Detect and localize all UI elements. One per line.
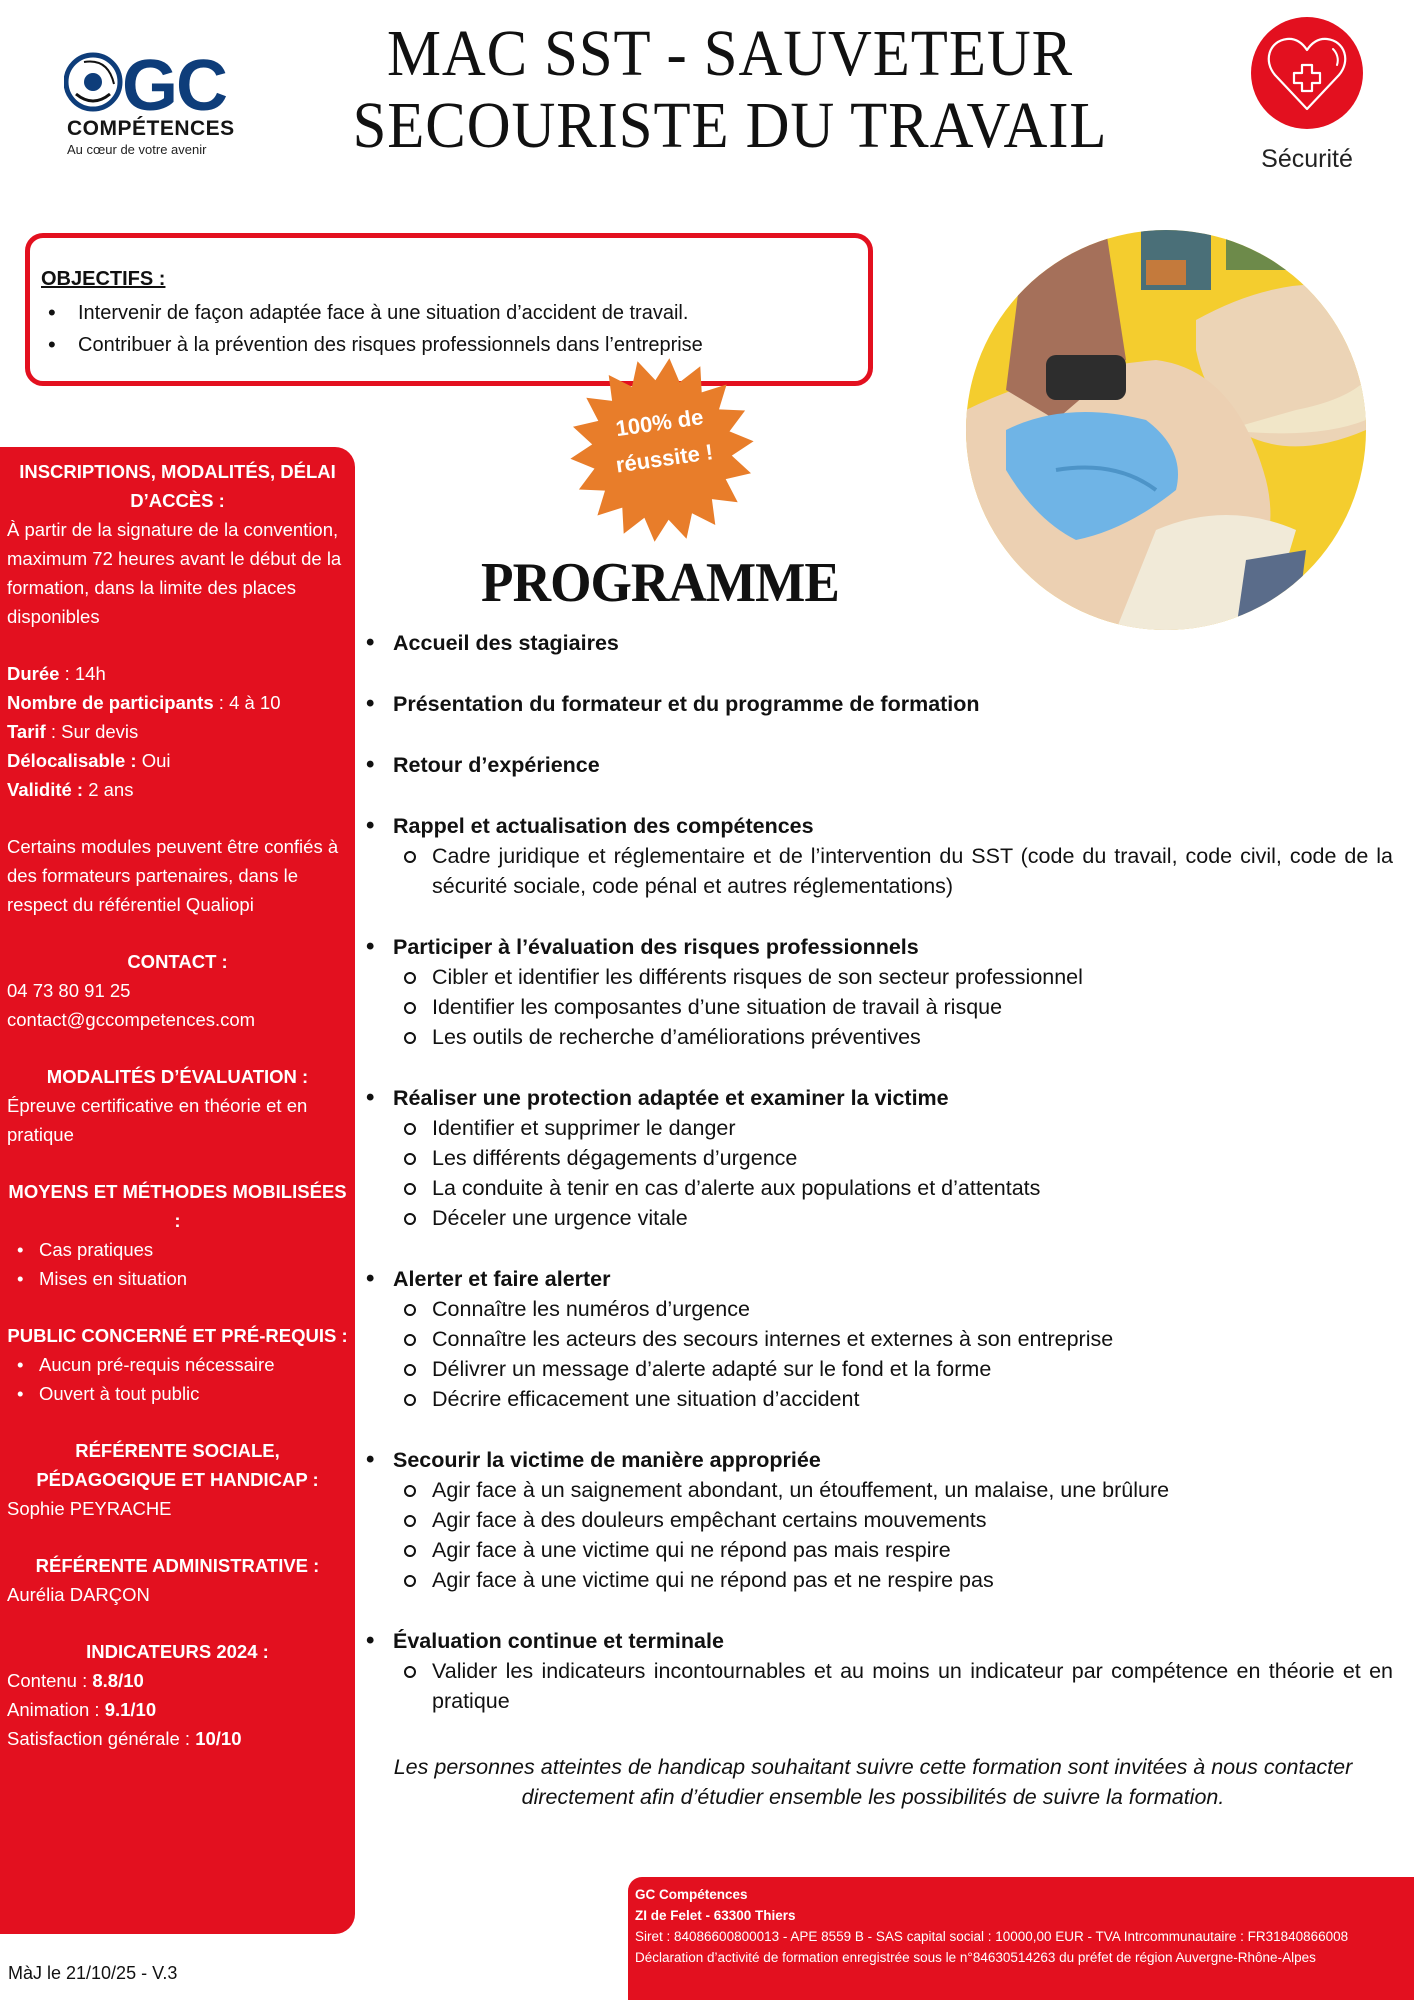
admin-referent-title: RÉFÉRENTE ADMINISTRATIVE : — [35, 1555, 320, 1576]
social-referent-name: Sophie PEYRACHE — [7, 1498, 172, 1519]
title-line-1: MAC SST - SAUVETEUR — [386, 17, 1074, 90]
indicators-list — [7, 1666, 348, 1753]
indicator-row — [7, 1724, 348, 1753]
contact-phone[interactable]: 04 73 80 91 25 — [7, 980, 131, 1001]
public-title: PUBLIC CONCERNÉ ET PRÉ-REQUIS : — [7, 1325, 348, 1346]
facts-list — [7, 659, 348, 804]
programme-item-title: • Participer à l’évaluation des risques professionnels — [393, 935, 919, 959]
programme-sub-list — [401, 1294, 1393, 1414]
indicator-row — [7, 1666, 348, 1695]
programme-sub-item: Déceler une urgence vitale — [401, 1203, 1393, 1233]
logo-gc-letters: GC — [122, 50, 226, 118]
footer-address: ZI de Felet - 63300 Thiers — [635, 1908, 796, 1923]
fact-row — [7, 775, 348, 804]
fact-separator: : — [213, 692, 230, 713]
programme-sub-item: Décrire efficacement une situation d’accident — [401, 1384, 1393, 1414]
programme-sub-item: Cadre juridique et réglementaire et de l’intervention du SST (code du travail, code civil, code de la sécurité sociale, code pénal et autres réglementations) — [401, 841, 1393, 901]
programme-sub-item: La conduite à tenir en cas d’alerte aux populations et d’attentats — [401, 1173, 1393, 1203]
fact-row — [7, 746, 348, 775]
public-list — [7, 1350, 348, 1408]
page-title — [334, 18, 1125, 162]
category-label: Sécurité — [1261, 145, 1353, 173]
fact-row — [7, 659, 348, 688]
programme-item-title: • Accueil des stagiaires — [393, 631, 619, 655]
fact-value: Oui — [141, 750, 171, 771]
objective-item: • Intervenir de façon adaptée face à une situation d’accident de travail. — [41, 297, 868, 329]
indicator-label: Satisfaction générale : — [7, 1728, 196, 1749]
programme-sub-item: Connaître les acteurs des secours internes et externes à son entreprise — [401, 1324, 1393, 1354]
indicator-value: 8.8/10 — [92, 1670, 144, 1691]
fact-label: Nombre de participants — [7, 692, 214, 713]
footer-company: GC Compétences — [635, 1887, 748, 1902]
footer-legal: Siret : 84086600800013 - APE 8559 B - SAS capital social : 10000,00 EUR - TVA Intrcommunautaire : FR31840866008 — [635, 1929, 1349, 1944]
programme-sub-list — [401, 962, 1393, 1052]
indicator-label: Contenu : — [7, 1670, 93, 1691]
programme-item — [363, 811, 1393, 901]
indicator-value: 9.1/10 — [104, 1699, 157, 1720]
programme-sub-item: Cibler et identifier les différents risques de son secteur professionnel — [401, 962, 1393, 992]
fact-value: 4 à 10 — [229, 692, 281, 713]
programme-list — [363, 628, 1393, 1747]
cpr-photo-illustration — [966, 230, 1366, 630]
cpr-training-photo — [966, 230, 1366, 630]
indicator-row — [7, 1695, 348, 1724]
info-sidebar — [0, 447, 355, 1934]
programme-item — [363, 1083, 1393, 1233]
methods-item: • Mises en situation — [7, 1264, 348, 1293]
indicator-value: 10/10 — [195, 1728, 242, 1749]
gc-logo-mark — [64, 50, 244, 118]
evaluation-text: Épreuve certificative en théorie et en pratique — [7, 1095, 308, 1145]
success-badge-line-1: 100% de — [614, 404, 705, 442]
fact-label: Délocalisable : — [7, 750, 137, 771]
contact-email[interactable]: contact@gccompetences.com — [7, 1009, 256, 1030]
programme-item — [363, 1626, 1393, 1716]
access-title: INSCRIPTIONS, MODALITÉS, DÉLAI D’ACCÈS : — [19, 461, 336, 511]
logo-wordmark: COMPÉTENCES — [67, 117, 235, 140]
fact-label: Tarif — [7, 721, 46, 742]
programme-item-title: • Présentation du formateur et du programme de formation — [393, 692, 980, 716]
public-item: • Ouvert à tout public — [7, 1379, 348, 1408]
fact-row — [7, 717, 348, 746]
heart-cross-icon — [1251, 17, 1363, 129]
evaluation-title: MODALITÉS D’ÉVALUATION : — [46, 1066, 309, 1087]
programme-sub-list — [401, 841, 1393, 901]
programme-sub-item: Agir face à une victime qui ne répond pas et ne respire pas — [401, 1565, 1393, 1595]
programme-sub-item: Connaître les numéros d’urgence — [401, 1294, 1393, 1324]
programme-sub-item: Agir face à une victime qui ne répond pas mais respire — [401, 1535, 1393, 1565]
title-line-2: SECOURISTE DU TRAVAIL — [352, 89, 1108, 162]
programme-item — [363, 750, 1393, 780]
admin-referent-name: Aurélia DARÇON — [7, 1584, 150, 1605]
programme-item — [363, 932, 1393, 1052]
social-referent-title: RÉFÉRENTE SOCIALE, PÉDAGOGIQUE ET HANDICAP : — [36, 1440, 319, 1490]
public-item: • Aucun pré-requis nécessaire — [7, 1350, 348, 1379]
fact-label: Durée — [7, 663, 60, 684]
programme-sub-item: Agir face à un saignement abondant, un étouffement, un malaise, une brûlure — [401, 1475, 1393, 1505]
programme-sub-list — [401, 1113, 1393, 1233]
programme-sub-item: Valider les indicateurs incontournables et au moins un indicateur par compétence en théorie et en pratique — [401, 1656, 1393, 1716]
fact-separator: : — [59, 663, 75, 684]
programme-sub-list — [401, 1656, 1393, 1716]
indicators-title: INDICATEURS 2024 : — [86, 1641, 269, 1662]
programme-sub-item: Les outils de recherche d’améliorations préventives — [401, 1022, 1393, 1052]
fact-row — [7, 688, 348, 717]
programme-title: PROGRAMME — [481, 552, 839, 614]
programme-sub-list — [401, 1475, 1393, 1595]
methods-title: MOYENS ET MÉTHODES MOBILISÉES : — [8, 1181, 347, 1231]
company-logo — [64, 50, 244, 160]
fact-value: 14h — [74, 663, 106, 684]
fact-value: 2 ans — [88, 779, 134, 800]
fact-label: Validité : — [7, 779, 84, 800]
objectives-list — [41, 297, 868, 361]
company-footer — [628, 1877, 1414, 2000]
footer-declaration: Déclaration d’activité de formation enregistrée sous le n°84630514263 du préfet de région Auvergne-Rhône-Alpes — [635, 1950, 1316, 1965]
methods-list — [7, 1235, 348, 1293]
fact-value: Sur devis — [61, 721, 139, 742]
fact-separator: : — [45, 721, 62, 742]
programme-sub-item: Délivrer un message d’alerte adapté sur le fond et la forme — [401, 1354, 1393, 1384]
objectives-title: OBJECTIFS : — [41, 268, 166, 290]
handicap-note: Les personnes atteintes de handicap souhaitant suivre cette formation sont invitées à nous contacter directement afin d’étudier ensemble les possibilités de suivre la formation. — [393, 1755, 1353, 1809]
programme-item — [363, 689, 1393, 719]
version-stamp: MàJ le 21/10/25 - V.3 — [8, 1963, 178, 1983]
programme-item-title: • Secourir la victime de manière appropriée — [393, 1448, 821, 1472]
programme-item-title: • Réaliser une protection adaptée et examiner la victime — [393, 1086, 949, 1110]
access-text: À partir de la signature de la convention, maximum 72 heures avant le début de la formation, dans la limite des places disponibles — [7, 519, 342, 627]
contact-title: CONTACT : — [127, 951, 228, 972]
programme-item — [363, 628, 1393, 658]
logo-tagline: Au cœur de votre avenir — [67, 142, 207, 157]
programme-sub-item: Identifier et supprimer le danger — [401, 1113, 1393, 1143]
programme-item-title: • Alerter et faire alerter — [393, 1267, 611, 1291]
objective-item: • Contribuer à la prévention des risques professionnels dans l’entreprise — [41, 329, 868, 361]
programme-item — [363, 1445, 1393, 1595]
methods-item: • Cas pratiques — [7, 1235, 348, 1264]
programme-item — [363, 1264, 1393, 1414]
programme-item-title: • Évaluation continue et terminale — [393, 1629, 724, 1653]
indicator-label: Animation : — [7, 1699, 105, 1720]
programme-sub-item: Agir face à des douleurs empêchant certains mouvements — [401, 1505, 1393, 1535]
programme-sub-item: Identifier les composantes d’une situation de travail à risque — [401, 992, 1393, 1022]
partners-text: Certains modules peuvent être confiés à des formateurs partenaires, dans le respect du référentiel Qualiopi — [7, 836, 339, 915]
programme-item-title: • Rappel et actualisation des compétences — [393, 814, 814, 838]
programme-item-title: • Retour d’expérience — [393, 753, 600, 777]
programme-sub-item: Les différents dégagements d’urgence — [401, 1143, 1393, 1173]
success-badge-line-2: réussite ! — [614, 439, 715, 478]
